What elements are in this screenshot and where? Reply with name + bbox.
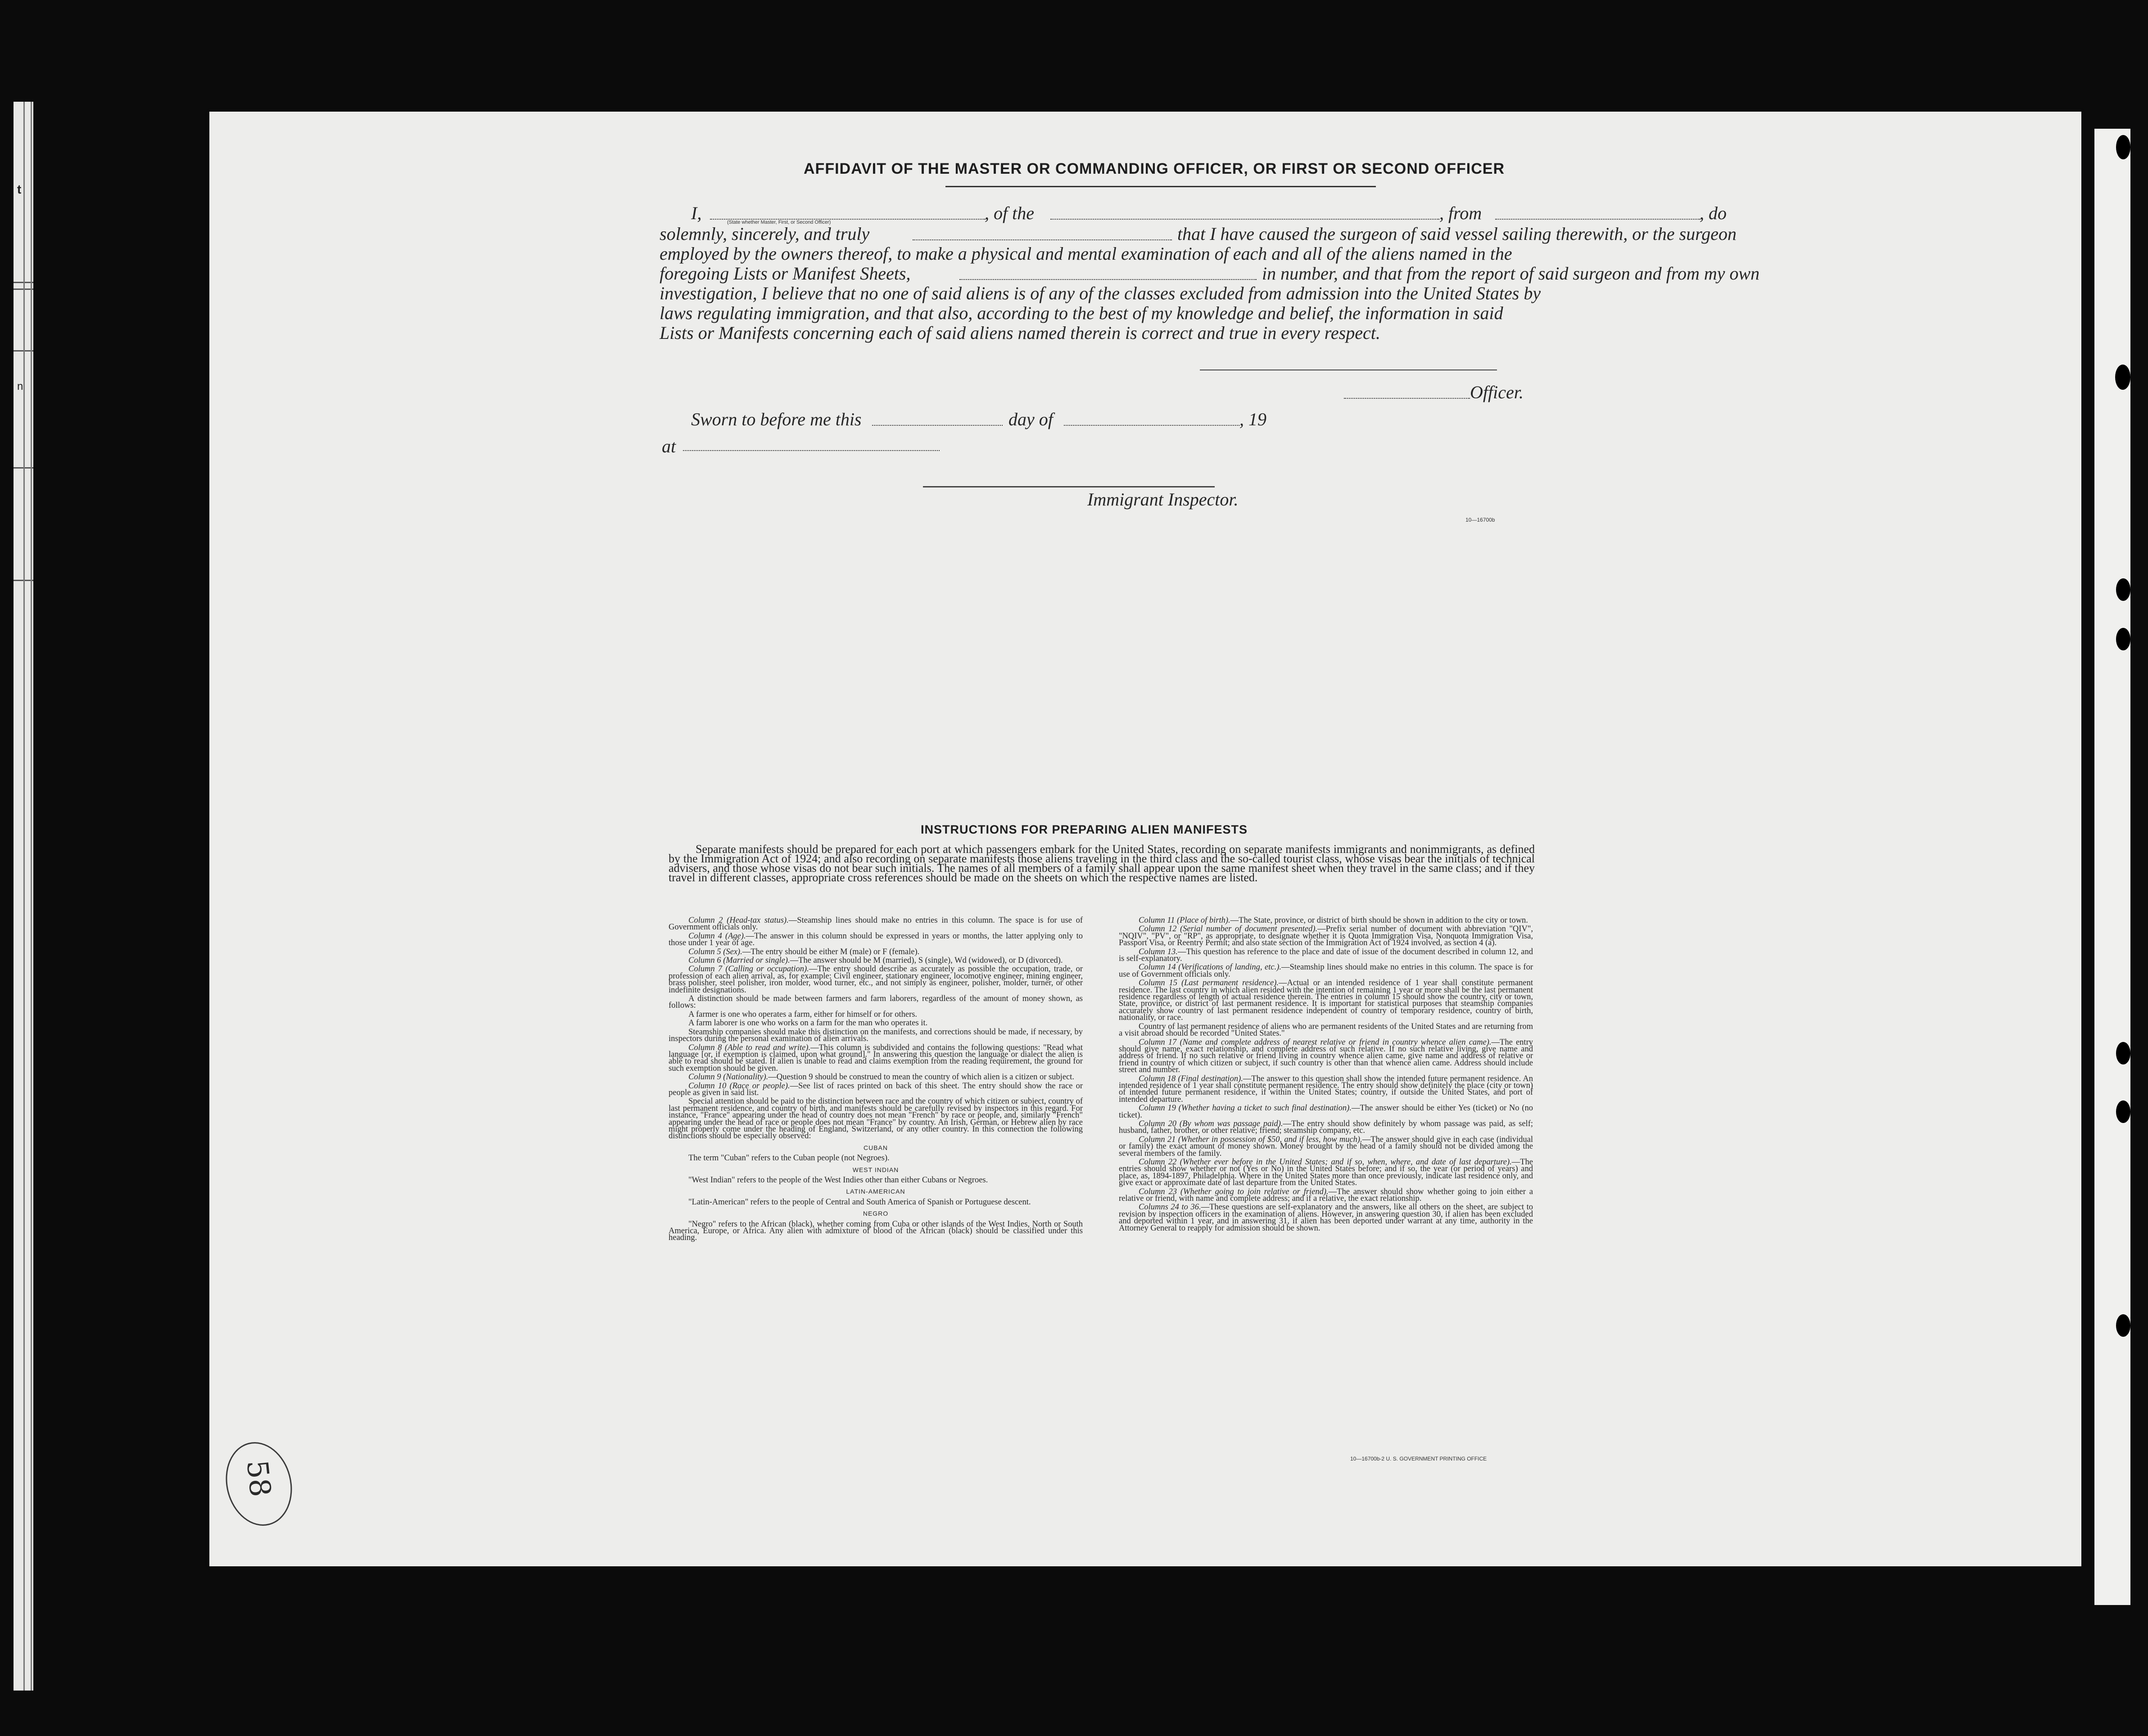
punch-hole: [2116, 1042, 2130, 1064]
farmer-definition: A farmer is one who operates a farm, either for himself or for others.: [688, 1010, 918, 1019]
steamship-note: Steamship companies should make this distinction on the manifests, and corrections should be made, if necessary, by inspectors during the personal examination of alien arrivals.: [669, 1027, 1083, 1044]
inspector-signature-line[interactable]: [923, 486, 1215, 487]
adjacent-page-strip-left: [14, 102, 33, 1691]
column-8-note: Column 8 (Able to read and write).—This column is subdivided and contains the following questions: "Read what language [or, if exemption is claimed, upon what ground]." In answering this question the language or dialect the alien is able to read should be stated. If alien is unable to read and claims exemption from the reading requirement, the ground for such exemption should be given.: [669, 1043, 1083, 1073]
sworn-day-field[interactable]: [872, 425, 1003, 426]
west-indian-definition: "West Indian" refers to the people of the West Indies other than either Cubans or Negroes.: [688, 1176, 988, 1185]
handwritten-circled-number: [217, 1435, 300, 1533]
affidavit-line7: Lists or Manifests concerning each of said aliens named therein is correct and true in every respect.: [660, 323, 1380, 343]
side-letter: n: [17, 380, 23, 392]
column-22-note: Column 22 (Whether ever before in the United States; and if so, when, where, and date of last departure).—The entries should show whether or not (Yes or No) in the United States before; and if so, the year (or period of years) and place, as, 1894-1897, Philadelphia. Where in the United States more than once previously, indicate last residence only, and give exact or approximate date of last departure from the United States.: [1119, 1158, 1533, 1188]
heading-negro: NEGRO: [863, 1210, 889, 1217]
column-4-note: Column 4 (Age).—The answer in this column should be expressed in years or months, the latter applying only to those under 1 year of age.: [669, 931, 1083, 948]
inspector-label: Immigrant Inspector.: [1087, 489, 1239, 510]
latin-american-definition: "Latin-American" refers to the people of Central and South America of Spanish or Portuguese descent.: [688, 1197, 1031, 1207]
sworn-month-field[interactable]: [1064, 425, 1239, 426]
side-letter: t: [17, 182, 22, 196]
farm-laborer-definition: A farm laborer is one who works on a farm for the man who operates it.: [688, 1019, 928, 1028]
punch-hole: [2116, 578, 2130, 601]
affidavit-line6: laws regulating immigration, and that also, according to the best of my knowledge and belief, the information in said: [660, 303, 1503, 323]
column-12-note: Column 12 (Serial number of document presented).—Prefix serial number of document with abbreviation "QIV", "NQIV", "PV", or "RP", as appropriate, to designate whether it is Quota Immigration Visa, Nonquota Immigration Visa, Passport Visa, or Reentry Permit; and also state section of the Immigration Act of 1924 involved, as section 4 (a).: [1119, 924, 1533, 948]
column-6-note: Column 6 (Married or single).—The answer should be M (married), S (single), Wd (widowed), or D (divorced).: [688, 956, 1063, 965]
printer-imprint: 10—16700b-2 U. S. GOVERNMENT PRINTING OFFICE: [1350, 1456, 1487, 1462]
negro-definition: "Negro" refers to the African (black), whether coming from Cuba or other islands of the West Indies, North or South America, Europe, or Africa. Any alien with admixture of blood of the African (black) should be classified under this heading.: [669, 1219, 1083, 1243]
column-19-note: Column 19 (Whether having a ticket to such final destination).—The answer should be either Yes (ticket) or No (no ticket).: [1119, 1104, 1533, 1120]
column-13-note: Column 13.—This question has reference to the place and date of issue of the document described in column 12, and is self-explanatory.: [1119, 947, 1533, 964]
affidavit-line4b: in number, and that from the report of said surgeon and from my own: [1262, 263, 1760, 284]
affidavit-from: , from: [1439, 203, 1482, 223]
column-20-note: Column 20 (By whom was passage paid).—The entry should show definitely by whom passage was paid, as self; husband, father, brother, or other relative; friend; steamship company, etc.: [1119, 1119, 1533, 1136]
columns-24-36-note: Columns 24 to 36.—These questions are self-explanatory and the answers, like all others on the sheet, are subject to revision by inspection officers in the examination of aliens. However, in answering question 30, if alien has been excluded and deported within 1 year, and in answering 31, if alien has been deported under warrant at any time, authority in the Attorney General to reapply for admission should be shown.: [1119, 1203, 1533, 1233]
column-15-note: Column 15 (Last permanent residence).—Actual or an intended residence of 1 year shall constitute permanent residence. The last country in which alien resided with the intention of remaining 1 year or more shall be the last permanent residence regardless of length of actual residence therein. The entries in column 15 should show the country, city or town, State, province, or district of last permanent residence. It is important for statistical purposes that steamship companies accurately show country of last permanent residence independent of country of temporary residence, country of birth, nationality, or race.: [1119, 978, 1533, 1023]
column-18-note: Column 18 (Final destination).—The answer to this question shall show the intended future permanent residence. An intended residence of 1 year shall constitute permanent residence. The entry should show definitely the place (city or town) of intended future permanent residence, if within the United States; country, if outside the United States, and port of intended departure.: [1119, 1074, 1533, 1104]
rank-note: (State whether Master, First, or Second Officer): [727, 220, 831, 225]
affidavit-line2b: that I have caused the surgeon of said vessel sailing therewith, or the surgeon: [1177, 224, 1737, 244]
column-11-note: Column 11 (Place of birth).—The State, province, or district of birth should be shown in addition to the city or town.: [1139, 916, 1528, 925]
vessel-field[interactable]: [1050, 219, 1439, 220]
instructions-left-column: [669, 917, 1083, 1244]
punch-hole: [2116, 135, 2130, 159]
column-10-note: Column 10 (Race or people).—See list of races printed on back of this sheet. The entry should show the race or people as given in said list.: [669, 1081, 1083, 1097]
affidavit-line2a: solemnly, sincerely, and truly: [660, 224, 870, 244]
port-field[interactable]: [1495, 219, 1700, 220]
instructions-intro: [669, 844, 1535, 882]
punch-hole: [2116, 628, 2130, 650]
column-7-note: Column 7 (Calling or occupation).—The entry should describe as accurately as possible the occupation, trade, or profession of each alien arrival, as, for example: Civil engineer, stationary engineer, locomotive engineer, mining engineer, brass polisher, steel polisher, iron molder, wood turner, etc., and not simply as engineer, polisher, molder, turner, or other indefinite designations.: [669, 965, 1083, 995]
ruled-column-line: [23, 102, 25, 1691]
heading-cuban: CUBAN: [863, 1144, 888, 1151]
affidavit-line3: employed by the owners thereof, to make a physical and mental examination of each and all of the aliens named in the: [660, 243, 1512, 264]
instructions-title: INSTRUCTIONS FOR PREPARING ALIEN MANIFESTS: [921, 823, 1248, 836]
day-of-label: day of: [1008, 409, 1053, 429]
column-2-note: Column 2 (Head-tax status).—Steamship lines should make no entries in this column. The space is for use of Government officials only.: [669, 916, 1083, 932]
affidavit-i: I,: [691, 203, 702, 223]
intro-paragraph: Separate manifests should be prepared for each port at which passengers embark for the United States, recording on separate manifests immigrants and nonimmigrants, as defined by the Immigration Act of 1924; and also recording on separate manifests those aliens traveling in the third class and the so-called tourist class, whose visas bear the initials of technical advisers, and those whose visas do not bear such initials. The names of all members of a family shall appear upon the same manifest sheet when they travel in the same class; and if they travel in different classes, appropriate cross references should be made on the sheets on which the respective names are listed.: [669, 843, 1535, 884]
column-14-note: Column 14 (Verifications of landing, etc.).—Steamship lines should make no entries in this column. The space is for use of Government officials only.: [1119, 963, 1533, 979]
column-9-note: Column 9 (Nationality).—Question 9 should be construed to mean the country of which alien is a citizen or subject.: [688, 1073, 1075, 1082]
instructions-right-column: [1119, 917, 1533, 1234]
heading-west-indian: WEST INDIAN: [852, 1166, 899, 1173]
officer-signature-field[interactable]: [1344, 398, 1470, 399]
punch-hole: [2115, 365, 2130, 390]
sworn-place-field[interactable]: [683, 450, 940, 451]
punch-hole: [2116, 1314, 2130, 1337]
column-5-note: Column 5 (Sex).—The entry should be either M (male) or F (female).: [688, 947, 920, 956]
farm-distinction: A distinction should be made between farmers and farm laborers, regardless of the amount of money shown, as follows:: [669, 994, 1083, 1010]
special-attention-note: Special attention should be paid to the distinction between race and the country of which citizen or subject, country of last permanent residence, and country of birth, and manifests should be carefully revised by inspectors in this regard. For instance, "France" appearing under the head of country does not mean "French" by race or people, and, similarly "French" appearing under the head of race or people does not mean "France" by country. An Irish, German, or Hebrew alien by race might properly come under the heading of England, Switzerland, or any other country. In this connection the following distinctions should be especially observed:: [669, 1097, 1083, 1141]
handwritten-number: 58: [240, 1458, 277, 1499]
punch-hole: [2116, 1100, 2130, 1123]
oath-field[interactable]: [913, 239, 1172, 240]
column-23-note: Column 23 (Whether going to join relative or friend).—The answer should show whether going to join either a relative or friend, with name and complete address; and if a relative, the exact relationship.: [1119, 1187, 1533, 1204]
at-label: at: [662, 436, 676, 456]
year-label: , 19: [1239, 409, 1266, 429]
affidavit-of-the: , of the: [985, 203, 1034, 223]
form-number: 10—16700b: [1465, 517, 1495, 523]
sworn-label: Sworn to before me this: [691, 409, 862, 429]
ruled-column-line: [31, 102, 32, 1691]
affidavit-line4a: foregoing Lists or Manifest Sheets,: [660, 263, 911, 284]
heading-latin-american: LATIN-AMERICAN: [846, 1188, 905, 1195]
cuban-definition: The term "Cuban" refers to the Cuban people (not Negroes).: [688, 1154, 890, 1163]
country-residence-note: Country of last permanent residence of aliens who are permanent residents of the United States and are returning from a visit abroad should be recorded "United States.": [1119, 1022, 1533, 1038]
column-17-note: Column 17 (Name and complete address of nearest relative or friend in country whence alien came).—The entry should give name, exact relationship, and complete address of such relative. If no such relative living, give name and address of friend. If no such relative or friend living in country whence alien came, give name and address of relative or friend in country of which citizen or subject, if such country is other than that whence alien came. Address should include street and number.: [1119, 1037, 1533, 1075]
manifest-sheet: [209, 112, 2081, 1566]
affidavit-do: , do: [1700, 203, 1727, 223]
title-rule: [945, 186, 1376, 187]
adjacent-page-strip-right: [2094, 129, 2130, 1605]
sheet-count-field[interactable]: [959, 279, 1257, 280]
column-21-note: Column 21 (Whether in possession of $50, and if less, how much).—The answer should give in each case (individual or family) the exact amount of money shown. Money brought by the head of a family should not be divided among the several members of the family.: [1119, 1135, 1533, 1158]
affidavit-line5: investigation, I believe that no one of said aliens is of any of the classes excluded from admission into the United States by: [660, 283, 1541, 303]
officer-label: Officer.: [1470, 382, 1524, 402]
affidavit-title: AFFIDAVIT OF THE MASTER OR COMMANDING OFFICER, OR FIRST OR SECOND OFFICER: [804, 160, 1505, 177]
